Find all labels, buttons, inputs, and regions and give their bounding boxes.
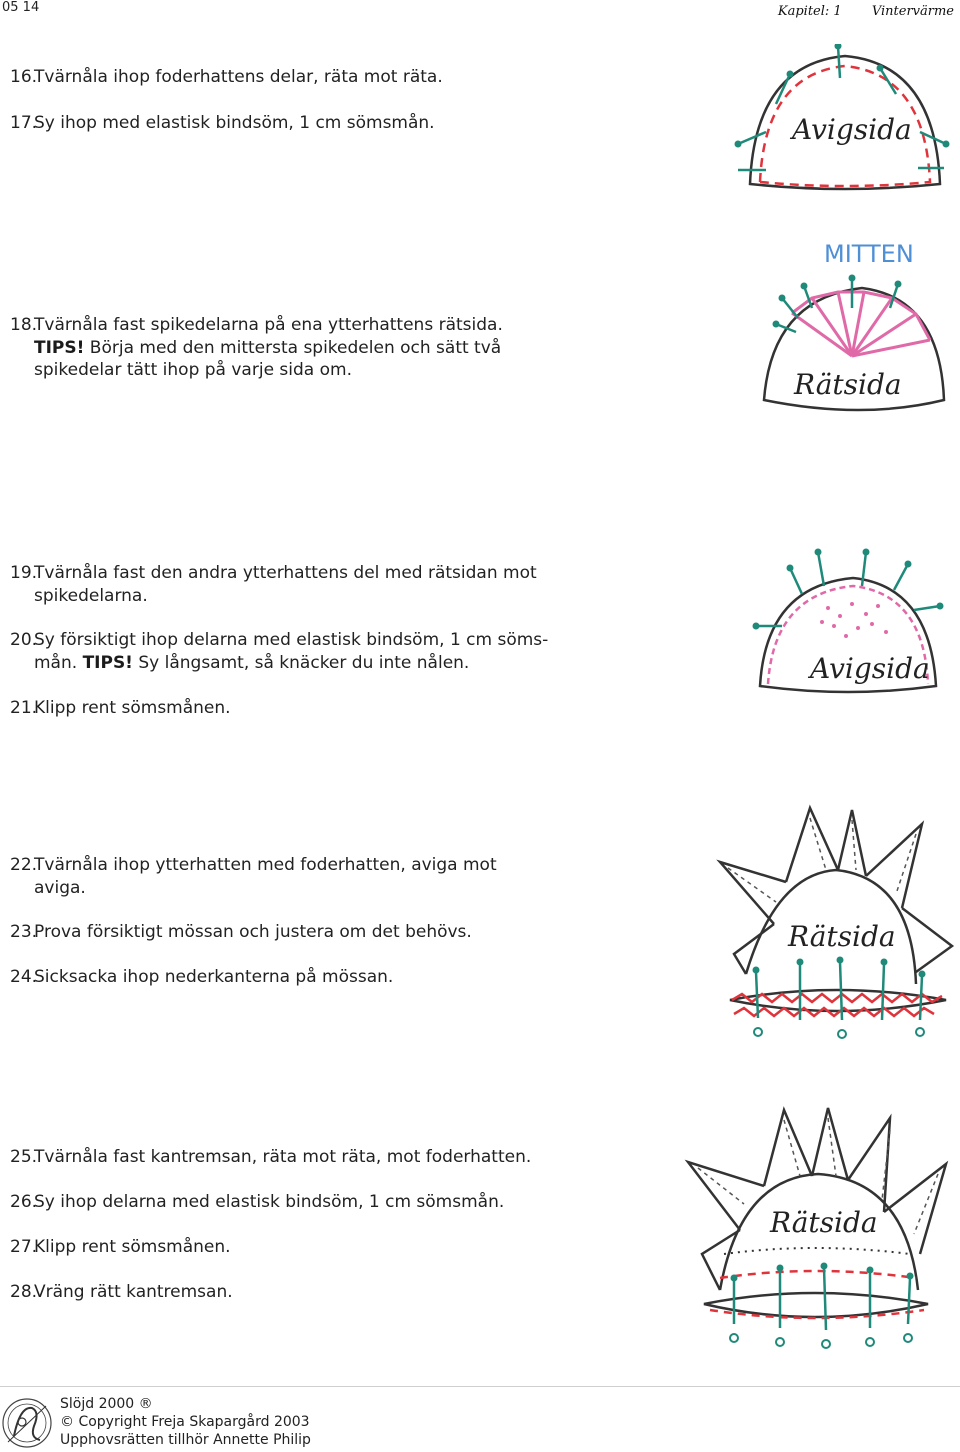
step-tip <box>10 337 570 360</box>
illustration-spiky-hat-zigzag <box>716 804 956 1046</box>
figure-label-ratsida: Rätsida <box>794 368 902 401</box>
step-28 <box>10 1281 570 1304</box>
step-16 <box>10 66 570 89</box>
step-18 <box>10 314 570 382</box>
illustration-lining-pinned <box>730 44 950 194</box>
step-continuation <box>10 652 570 675</box>
step-text: Sy ihop delarna med elastisk bindsöm, 1 cm sömsmån. <box>34 1192 505 1212</box>
step-number: 16. <box>10 67 38 87</box>
step-number: 21. <box>10 698 38 718</box>
step-number: 26. <box>10 1192 38 1212</box>
step-21 <box>10 697 570 720</box>
document-title: Vintervärme <box>871 4 954 19</box>
footer-copyright: © Copyright Freja Skapargård 2003 <box>60 1414 310 1430</box>
step-continuation: spikedelarna. <box>34 585 148 606</box>
tip-text: Börja med den mittersta spikedelen och sätt två <box>84 337 502 358</box>
footer-rights: Upphovsrätten tillhör Annette Philip <box>60 1432 311 1448</box>
step-26 <box>10 1191 570 1214</box>
step-number: 18. <box>10 315 38 335</box>
page-number: 05 14 <box>2 0 40 15</box>
step-number: 22. <box>10 855 38 875</box>
step-number: 24. <box>10 967 38 987</box>
step-22 <box>10 854 570 899</box>
step-continuation: spikedelar tätt ihop på varje sida om. <box>34 360 352 380</box>
figure-label-ratsida: Rätsida <box>788 920 896 953</box>
step-17 <box>10 112 570 135</box>
step-text: Klipp rent sömsmånen. <box>34 698 231 718</box>
step-text: Tvärnåla fast den andra ytterhattens del med rätsidan mot <box>34 563 537 583</box>
continuation-text: mån. <box>34 652 78 673</box>
tips-label: TIPS! <box>34 337 85 358</box>
step-24 <box>10 966 570 989</box>
step-text: Klipp rent sömsmånen. <box>34 1237 231 1257</box>
step-text: Tvärnåla fast spikedelarna på ena ytterhattens rätsida. <box>34 315 503 335</box>
step-number: 19. <box>10 563 38 583</box>
step-number: 25. <box>10 1147 38 1167</box>
tips-label: TIPS! <box>82 652 133 673</box>
step-text: Sy försiktigt ihop delarna med elastisk bindsöm, 1 cm söms- <box>34 630 549 650</box>
slojd-logo-icon <box>0 1396 54 1450</box>
illustration-spiky-hat-edge-strip <box>684 1104 956 1374</box>
step-number: 28. <box>10 1282 38 1302</box>
step-text: Sicksacka ihop nederkanterna på mössan. <box>34 967 394 987</box>
step-text: Tvärnåla fast kantremsan, räta mot räta, mot foderhatten. <box>34 1147 532 1167</box>
figure-label-ratsida: Rätsida <box>770 1206 878 1239</box>
step-25 <box>10 1146 570 1169</box>
step-27 <box>10 1236 570 1259</box>
step-text: Tvärnåla ihop foderhattens delar, räta mot räta. <box>34 67 443 87</box>
step-number: 17. <box>10 113 38 133</box>
step-19 <box>10 562 570 607</box>
step-text: Prova försiktigt mössan och justera om det behövs. <box>34 922 472 942</box>
footer-divider <box>0 1386 960 1387</box>
step-number: 27. <box>10 1237 38 1257</box>
footer-brand: Slöjd 2000 ® <box>60 1396 153 1412</box>
illustration-spikes-pinned <box>752 228 952 428</box>
step-20 <box>10 629 570 674</box>
step-text: Vräng rätt kantremsan. <box>34 1282 233 1302</box>
mitten-label: MITTEN <box>824 240 914 268</box>
footer <box>60 1395 311 1449</box>
step-number: 23. <box>10 922 38 942</box>
tip-text: Sy långsamt, så knäcker du inte nålen. <box>132 652 470 673</box>
step-number: 20. <box>10 630 38 650</box>
chapter-label: Kapitel: 1 <box>777 4 842 19</box>
step-text: Sy ihop med elastisk bindsöm, 1 cm sömsmån. <box>34 113 435 133</box>
figure-label-avigsida: Avigsida <box>792 113 912 146</box>
step-23 <box>10 921 570 944</box>
step-text: Tvärnåla ihop ytterhatten med foderhatten, aviga mot <box>34 855 497 875</box>
illustration-outer-hat-sewn <box>748 546 948 706</box>
step-continuation: aviga. <box>34 877 86 898</box>
figure-label-avigsida: Avigsida <box>810 652 930 685</box>
running-header <box>752 4 954 19</box>
